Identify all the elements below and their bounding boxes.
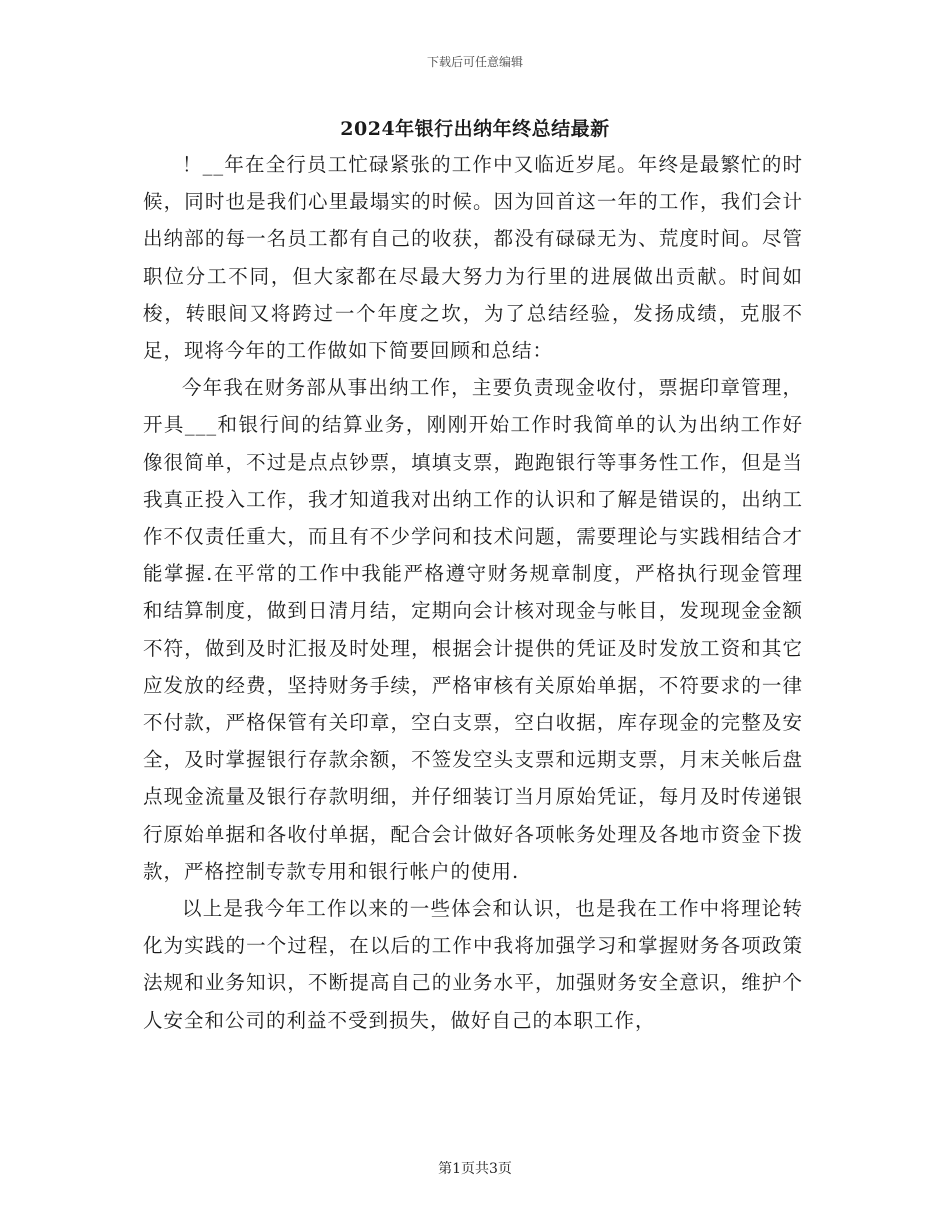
- paragraph: ！__年在全行员工忙碌紧张的工作中又临近岁尾。年终是最繁忙的时候，同时也是我们心里最塌实的时候。因为回首这一年的工作，我们会计出纳部的每一名员工都有自己的收获，都没有碌碌无为、荒度时间。尽管职位分工不同，但大家都在尽最大努力为行里的进展做出贡献。时间如梭，转眼间又将跨过一个年度之坎，为了总结经验，发扬成绩，克服不足，现将今年的工作做如下简要回顾和总结：: [143, 153, 803, 363]
- paragraph: 今年我在财务部从事出纳工作，主要负责现金收付，票据印章管理，开具___和银行间的结算业务，刚刚开始工作时我简单的认为出纳工作好像很简单，不过是点点钞票，填填支票，跑跑银行等事务性工作，但是当我真正投入工作，我才知道我对出纳工作的认识和了解是错误的，出纳工作不仅责任重大，而且有不少学问和技术问题，需要理论与实践相结合才能掌握.在平常的工作中我能严格遵守财务规章制度，严格执行现金管理和结算制度，做到日清月结，定期向会计核对现金与帐目，发现现金金额不符，做到及时汇报及时处理，根据会计提供的凭证及时发放工资和其它应发放的经费，坚持财务手续，严格审核有关原始单据，不符要求的一律不付款，严格保管有关印章，空白支票，空白收据，库存现金的完整及安全，及时掌握银行存款余额，不签发空头支票和远期支票，月末关帐后盘点现金流量及银行存款明细，并仔细装订当月原始凭证，每月及时传递银行原始单据和各收付单据，配合会计做好各项帐务处理及各地市资金下拨款，严格控制专款专用和银行帐户的使用.: [143, 376, 803, 883]
- paragraph: 以上是我今年工作以来的一些体会和认识，也是我在工作中将理论转化为实践的一个过程，在以后的工作中我将加强学习和掌握财务各项政策法规和业务知识，不断提高自己的业务水平，加强财务安全意识，维护个人安全和公司的利益不受到损失，做好自己的本职工作，: [143, 897, 803, 1032]
- document-title: 2024年银行出纳年终总结最新: [340, 118, 610, 140]
- header-note: 下载后可任意编辑: [426, 55, 523, 69]
- page-indicator: 第1页共3页: [438, 1161, 512, 1177]
- document-body: [143, 146, 803, 1039]
